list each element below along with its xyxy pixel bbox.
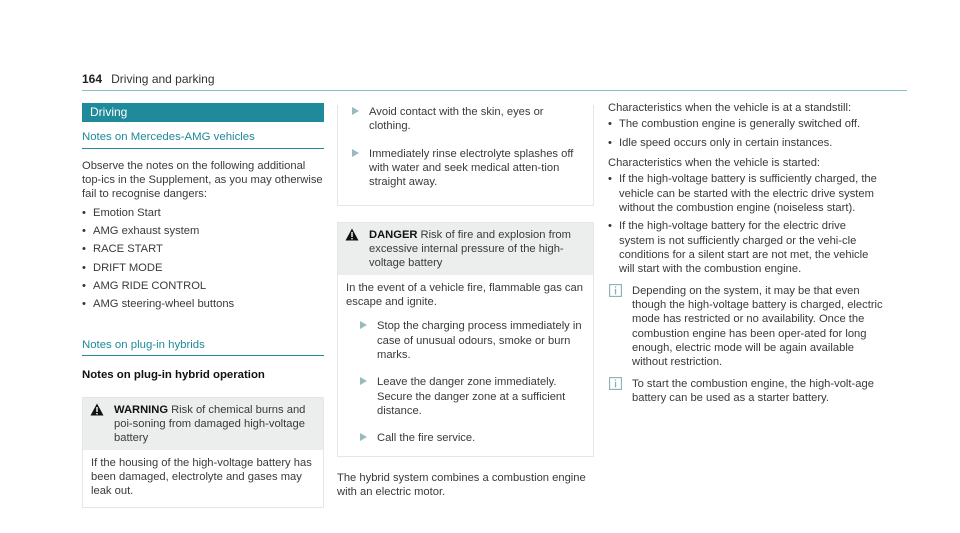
list-item: • Emotion Start xyxy=(82,206,324,220)
section-bar-driving: Driving xyxy=(82,103,324,122)
warning-triangle-icon xyxy=(90,403,104,416)
list-item: Avoid contact with the skin, eyes or clothing. xyxy=(338,105,585,134)
page-number: 164 xyxy=(82,72,103,86)
list-item: • RACE START xyxy=(82,242,324,256)
warning-keyword: WARNING xyxy=(114,403,169,416)
list-item: • If the high-voltage battery is sufficiently charged, the vehicle can be started with the electric drive system without the combustion engine (noiseless start). xyxy=(608,172,884,215)
subhead-plugin-hybrids: Notes on plug-in hybrids xyxy=(82,338,324,357)
list-item: Immediately rinse electrolyte splashes off with water and seek medical atten-tion straight away. xyxy=(338,147,585,190)
warning-header xyxy=(83,398,323,450)
warning-body xyxy=(83,450,323,507)
started-list xyxy=(608,172,884,276)
arrow-icon xyxy=(360,377,367,385)
column-2 xyxy=(337,103,594,499)
danger-text: Risk of fire and explosion from excessive internal pressure of the high-voltage battery xyxy=(369,228,571,270)
list-item: Call the fire service. xyxy=(346,431,585,445)
danger-keyword: DANGER xyxy=(369,228,418,241)
column-1 xyxy=(82,103,324,508)
arrow-icon xyxy=(352,107,359,115)
danger-body-text: In the event of a vehicle fire, flammable gas can escape and ignite. xyxy=(346,281,583,308)
started-heading: Characteristics when the vehicle is started: xyxy=(608,156,821,169)
list-item: • AMG RIDE CONTROL xyxy=(82,279,324,293)
warning-box xyxy=(82,397,324,508)
list-item: • DRIFT MODE xyxy=(82,261,324,275)
list-item: • Idle speed occurs only in certain instances. xyxy=(608,136,884,150)
standstill-heading: Characteristics when the vehicle is at a standstill: xyxy=(608,102,852,114)
info-icon xyxy=(609,377,622,390)
chapter-title: Driving and parking xyxy=(111,72,215,86)
list-item: • AMG steering-wheel buttons xyxy=(82,297,324,311)
danger-body xyxy=(338,275,593,456)
warning-text: Risk of chemical burns and poi-soning from damaged high-voltage battery xyxy=(114,403,306,445)
warning-box-continued xyxy=(337,105,594,206)
warning-body-text: If the housing of the high-voltage battery has been damaged, electrolyte and gases may leak out. xyxy=(91,456,312,498)
warning-steps xyxy=(338,105,585,190)
hybrid-system-text: The hybrid system combines a combustion engine with an electric motor. xyxy=(337,471,586,498)
arrow-icon xyxy=(352,149,359,157)
subsubhead-hybrid-operation: Notes on plug-in hybrid operation xyxy=(82,369,265,382)
info-icon xyxy=(609,284,622,297)
arrow-icon xyxy=(360,433,367,441)
list-item: • AMG exhaust system xyxy=(82,224,324,238)
list-item: • If the high-voltage battery for the electric drive system is not sufficiently charged or the vehi-cle conditions for a silent start are not met, the vehicle will start with the combustion engine. xyxy=(608,219,884,276)
danger-box xyxy=(337,222,594,457)
danger-header xyxy=(338,223,593,275)
danger-steps xyxy=(346,319,585,445)
list-item: Leave the danger zone immediately. Secure the danger zone at a sufficient distance. xyxy=(346,375,585,418)
list-item: Stop the charging process immediately in case of unusual odours, smoke or burn marks. xyxy=(346,319,585,362)
info-note: To start the combustion engine, the high-volt-age battery can be used as a starter battery. xyxy=(608,377,884,406)
standstill-list xyxy=(608,117,884,150)
info-note: Depending on the system, it may be that even though the high-voltage battery is charged, electric mode has restricted or no availability. Once the combustion engine has been oper-ated for long enough, electric mode will be again available without restriction. xyxy=(608,284,884,370)
list-item: • The combustion engine is generally switched off. xyxy=(608,117,884,131)
arrow-icon xyxy=(360,321,367,329)
warning-triangle-icon xyxy=(345,228,359,241)
subhead-amg-notes: Notes on Mercedes-AMG vehicles xyxy=(82,130,324,149)
page-header xyxy=(82,72,907,91)
topics-list xyxy=(82,206,324,312)
column-3 xyxy=(608,101,884,405)
intro-text: Observe the notes on the following additional top-ics in the Supplement, as you may otherwise fail to recognise dangers: xyxy=(82,159,323,201)
